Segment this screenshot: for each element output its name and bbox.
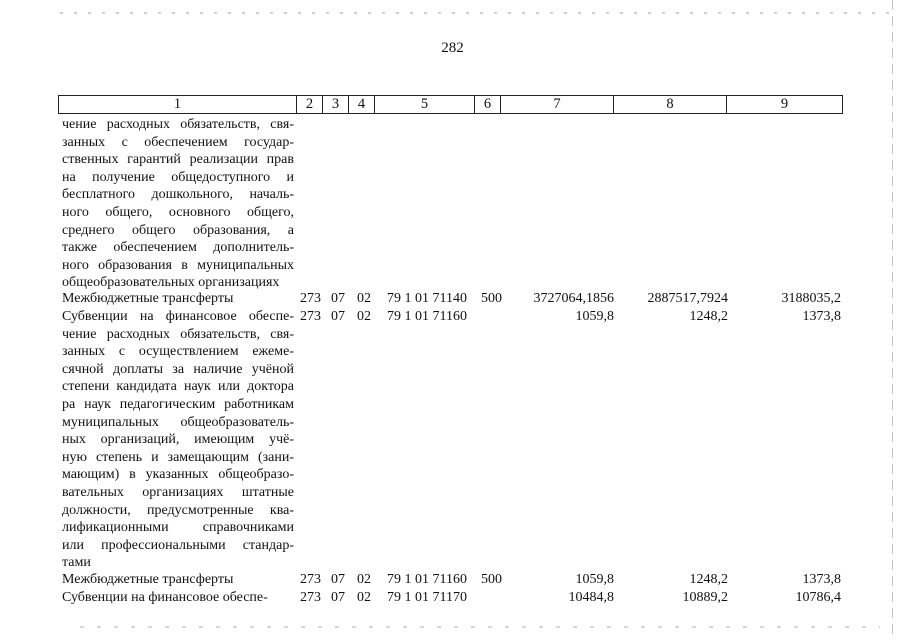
admin-code: 273 <box>300 590 321 605</box>
amount-year-3: 1373,8 <box>802 309 841 324</box>
amount-year-3: 1373,8 <box>802 572 841 587</box>
description-line: лификационными справочниками <box>62 520 294 536</box>
row-description <box>62 589 294 607</box>
description-line: ного общего, основного общего, <box>62 204 294 220</box>
description-line: должности, предусмотренные ква- <box>62 502 294 518</box>
column-header-3: 3 <box>323 96 349 114</box>
description-line: ного образования в муниципальных <box>62 257 294 273</box>
amount-year-1: 3727064,1856 <box>533 291 614 306</box>
amount-year-2: 1248,2 <box>689 309 728 324</box>
scan-artifact-top <box>60 12 890 14</box>
description-line: ную степень и замещающим (зани- <box>62 449 294 465</box>
description-line: или профессиональными стандар- <box>62 537 294 553</box>
expense-type-code: 500 <box>481 291 502 306</box>
scan-artifact-bottom <box>80 626 880 628</box>
column-header-5: 5 <box>375 96 475 114</box>
subsection-code: 02 <box>357 291 371 306</box>
target-article-code: 79 1 01 71160 <box>387 309 467 324</box>
column-header-9: 9 <box>727 96 843 114</box>
description-line: Субвенции на финансовое обеспе- <box>62 309 294 324</box>
description-line: чение расходных обязательств, свя- <box>62 117 294 132</box>
section-code: 07 <box>331 309 345 324</box>
target-article-code: 79 1 01 71140 <box>387 291 467 306</box>
subsection-code: 02 <box>357 309 371 324</box>
target-article-code: 79 1 01 71160 <box>387 572 467 587</box>
column-header-6: 6 <box>475 96 501 114</box>
description-line: ра наук педагогическим работникам <box>62 396 294 412</box>
description-line: тами <box>62 555 91 571</box>
description-line: также обеспечением дополнитель- <box>62 240 294 256</box>
description-line: ственных гарантий реализации прав <box>62 152 294 168</box>
description-line: чение расходных обязательств, свя- <box>62 326 294 342</box>
description-line: ных организаций, имеющим учё- <box>62 432 294 448</box>
amount-year-1: 1059,8 <box>575 309 614 324</box>
admin-code: 273 <box>300 572 321 587</box>
description-line: муниципальных общеобразователь- <box>62 414 294 430</box>
amount-year-2: 10889,2 <box>682 590 728 605</box>
column-header-row <box>59 96 843 114</box>
admin-code: 273 <box>300 309 321 324</box>
amount-year-3: 10786,4 <box>795 590 841 605</box>
description-line: Межбюджетные трансферты <box>62 291 234 306</box>
scan-edge-right <box>892 0 893 640</box>
section-code: 07 <box>331 291 345 306</box>
section-code: 07 <box>331 590 345 605</box>
row-description <box>62 571 294 589</box>
subsection-code: 02 <box>357 590 371 605</box>
admin-code: 273 <box>300 291 321 306</box>
column-header-1: 1 <box>59 96 297 114</box>
description-line: Субвенции на финансовое обеспе- <box>62 590 268 605</box>
subsection-code: 02 <box>357 572 371 587</box>
column-header-table <box>58 95 843 114</box>
amount-year-1: 10484,8 <box>568 590 614 605</box>
description-line: среднего общего образования, а <box>62 222 294 238</box>
description-line: мающим) в указанных общеобразо- <box>62 467 294 483</box>
row-description <box>62 308 294 572</box>
amount-year-3: 3188035,2 <box>781 291 841 306</box>
column-header-7: 7 <box>501 96 614 114</box>
column-header-2: 2 <box>297 96 323 114</box>
section-code: 07 <box>331 572 345 587</box>
column-header-8: 8 <box>614 96 727 114</box>
amount-year-2: 1248,2 <box>689 572 728 587</box>
description-line: степени кандидата наук или доктора <box>62 379 294 395</box>
description-line: занных с обеспечением государ- <box>62 134 294 150</box>
expense-type-code: 500 <box>481 572 502 587</box>
row-description <box>62 290 294 308</box>
description-line: бесплатного дошкольного, началь- <box>62 187 294 203</box>
row-description <box>62 116 294 292</box>
description-line: общеобразовательных организациях <box>62 275 280 291</box>
page-number: 282 <box>441 40 464 56</box>
amount-year-1: 1059,8 <box>575 572 614 587</box>
description-line: занных с осуществлением ежеме- <box>62 344 294 360</box>
target-article-code: 79 1 01 71170 <box>387 590 467 605</box>
description-line: вательных организациях штатные <box>62 484 294 500</box>
description-line: на получение общедоступного и <box>62 169 294 185</box>
description-line: сячной доплаты за наличие учёной <box>62 361 294 377</box>
description-line: Межбюджетные трансферты <box>62 572 234 587</box>
column-header-4: 4 <box>349 96 375 114</box>
amount-year-2: 2887517,7924 <box>647 291 728 306</box>
